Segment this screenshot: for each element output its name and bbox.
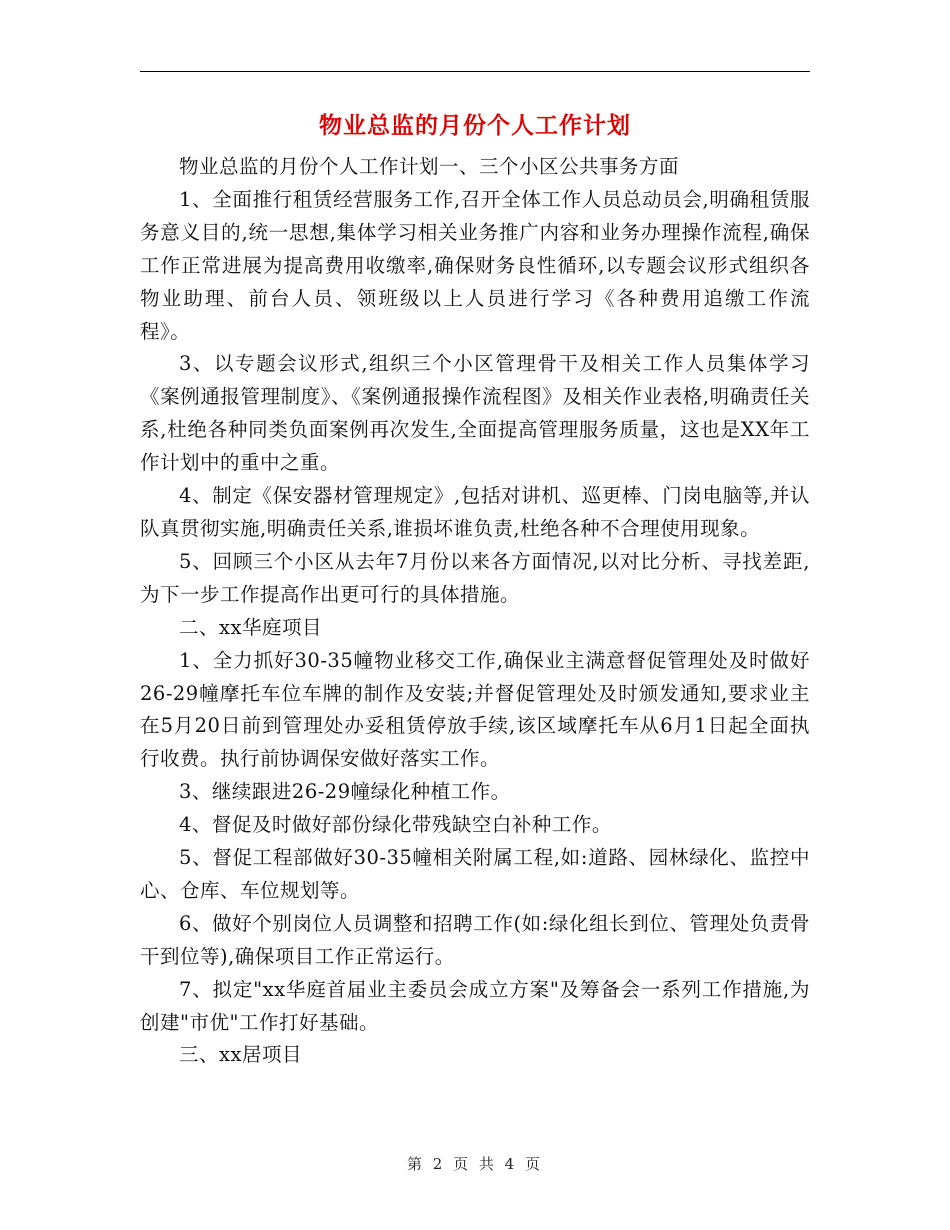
document-title: 物业总监的月份个人工作计划 [319, 112, 631, 139]
paragraph: 4、督促及时做好部份绿化带残缺空白补种工作。 [179, 813, 612, 837]
paragraph: 3、继续跟进26-29幢绿化种植工作。 [179, 780, 511, 804]
paragraph: 5、督促工程部做好30-35幢相关附属工程,如:道路、园林绿化、监控中心、仓库、车位规划等。 [140, 846, 810, 902]
document-body [140, 151, 810, 1072]
paragraph: 4、制定《保安器材管理规定》,包括对讲机、巡更棒、门岗电脑等,并认队真贯彻实施,明确责任关系,谁损坏谁负责,杜绝各种不合理使用现象。 [140, 484, 810, 540]
page-number: 第 2 页 共 4 页 [407, 1155, 543, 1173]
paragraph: 1、全面推行租赁经营服务工作,召开全体工作人员总动员会,明确租赁服务意义目的,统一思想,集体学习相关业务推广内容和业务办理操作流程,确保工作正常进展为提高费用收缴率,确保财务良性循环,以专题会议形式组织各物业助理、前台人员、领班级以上人员进行学习《各种费用追缴工作流程》。 [140, 187, 810, 343]
paragraph: 物业总监的月份个人工作计划一、三个小区公共事务方面 [179, 155, 680, 178]
page-footer [0, 1153, 950, 1174]
section-heading: 三、xx居项目 [179, 1043, 302, 1067]
paragraph: 7、拟定"xx华庭首届业主委员会成立方案"及筹备会一系列工作措施,为创建"市优"工作打好基础。 [140, 977, 810, 1034]
header-rule [140, 71, 810, 72]
paragraph: 1、全力抓好30-35幢物业移交工作,确保业主满意督促管理处及时做好26-29幢摩托车位车牌的制作及安装;并督促管理处及时颁发通知,要求业主在5月20日前到管理处办妥租赁停放手续,该区域摩托车从6月1日起全面执行收费。执行前协调保安做好落实工作。 [140, 648, 810, 771]
paragraph: 3、以专题会议形式,组织三个小区管理骨干及相关工作人员集体学习《案例通报管理制度》、《案例通报操作流程图》及相关作业表格,明确责任关系,杜绝各种同类负面案例再次发生,全面提高管理服务质量，这也是XX年工作计划中的重中之重。 [140, 352, 810, 475]
paragraph: 5、回顾三个小区从去年7月份以来各方面情况,以对比分析、寻找差距,为下一步工作提高作出更可行的具体措施。 [140, 549, 810, 606]
section-heading: 二、xx华庭项目 [179, 615, 322, 639]
paragraph: 6、做好个别岗位人员调整和招聘工作(如:绿化组长到位、管理处负责骨干到位等),确保项目工作正常运行。 [140, 911, 810, 968]
